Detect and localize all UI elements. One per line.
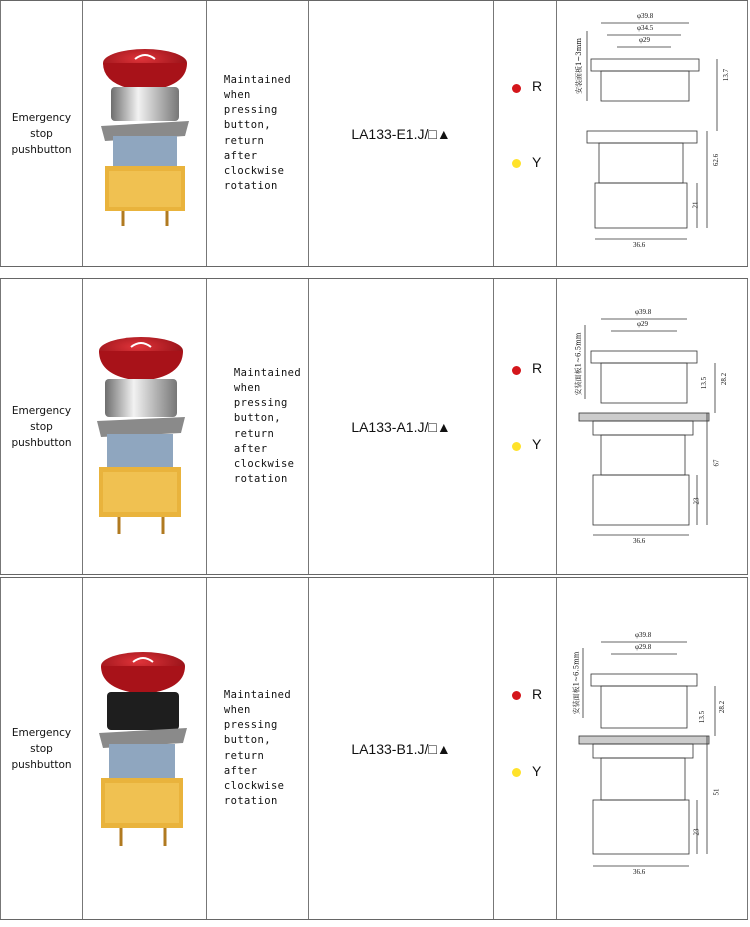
yellow-dot-icon [512, 159, 521, 168]
yellow-dot-icon [512, 768, 521, 777]
product-photo [83, 1, 207, 266]
dim-h1: 13.7 [722, 68, 731, 82]
color-cell [494, 578, 557, 919]
emergency-stop-mushroom-icon [83, 1, 207, 264]
product-name: Emergency stop pushbutton [0, 1, 83, 266]
model-number: LA133-A1.J/□▲ [351, 418, 451, 435]
red-dot-icon [512, 366, 521, 375]
dim-h3: 51 [712, 788, 721, 796]
dim-h3: 67 [712, 459, 721, 467]
dim-h2: 28.2 [720, 372, 729, 386]
dim-d2: φ34.5 [637, 24, 654, 32]
model-number: LA133-B1.J/□▲ [351, 740, 451, 757]
description-cell [207, 1, 309, 266]
product-photo [83, 279, 207, 574]
red-dot-icon [512, 84, 521, 93]
dim-side-note: 安装面板1~6.5mm [572, 651, 581, 715]
dimension-drawing [557, 279, 748, 574]
model-cell [309, 1, 494, 266]
description-text: Maintained when pressing button, return after clockwise rotation [223, 73, 292, 193]
dim-w: 36.6 [633, 537, 646, 545]
dim-d1: φ39.8 [635, 308, 652, 316]
dim-h3: 21 [691, 201, 700, 209]
color-label-red: R [532, 78, 543, 94]
dim-side-note: 安装面板1~3mm [575, 37, 584, 95]
yellow-dot-icon [512, 442, 521, 451]
emergency-stop-mushroom-icon [83, 279, 207, 572]
model-cell [309, 578, 494, 919]
dim-d2: φ29 [637, 320, 649, 328]
dim-h2: 28.2 [718, 700, 727, 714]
description-text: Maintained when pressing button, return after clockwise rotation [223, 688, 292, 808]
description-cell [207, 578, 309, 919]
color-label-yellow: Y [532, 436, 542, 452]
description-text: Maintained when pressing button, return after clockwise rotation [233, 366, 302, 486]
dim-d3: φ29 [639, 36, 651, 44]
product-name: Emergency stop pushbutton [0, 279, 83, 574]
color-label-yellow: Y [532, 154, 542, 170]
color-label-red: R [532, 360, 543, 376]
product-row-2 [0, 278, 748, 575]
dim-h1: 13.5 [700, 376, 709, 390]
dim-side-note: 安装面板1~6.5mm [574, 332, 583, 396]
dim-w: 36.6 [633, 868, 646, 876]
dim-w: 36.6 [633, 241, 646, 249]
product-photo [83, 578, 207, 919]
dim-h4: 23 [692, 497, 701, 505]
dimension-drawing [557, 578, 748, 919]
dim-d1: φ39.8 [635, 631, 652, 639]
dim-h2: 62.6 [712, 153, 721, 167]
model-number: LA133-E1.J/□▲ [351, 125, 451, 142]
product-name: Emergency stop pushbutton [0, 578, 83, 919]
model-cell [309, 279, 494, 574]
description-cell [207, 279, 309, 574]
red-dot-icon [512, 691, 521, 700]
product-row-3 [0, 577, 748, 920]
dim-d1: φ39.8 [637, 12, 654, 20]
product-row-1 [0, 0, 748, 267]
emergency-stop-mushroom-icon [83, 578, 207, 917]
color-cell [494, 279, 557, 574]
color-label-yellow: Y [532, 763, 542, 779]
dim-h1: 13.5 [698, 710, 707, 724]
color-cell [494, 1, 557, 266]
dimension-drawing [557, 1, 748, 266]
dim-h4: 23 [692, 828, 701, 836]
dim-d2: φ29.8 [635, 643, 652, 651]
color-label-red: R [532, 686, 543, 702]
